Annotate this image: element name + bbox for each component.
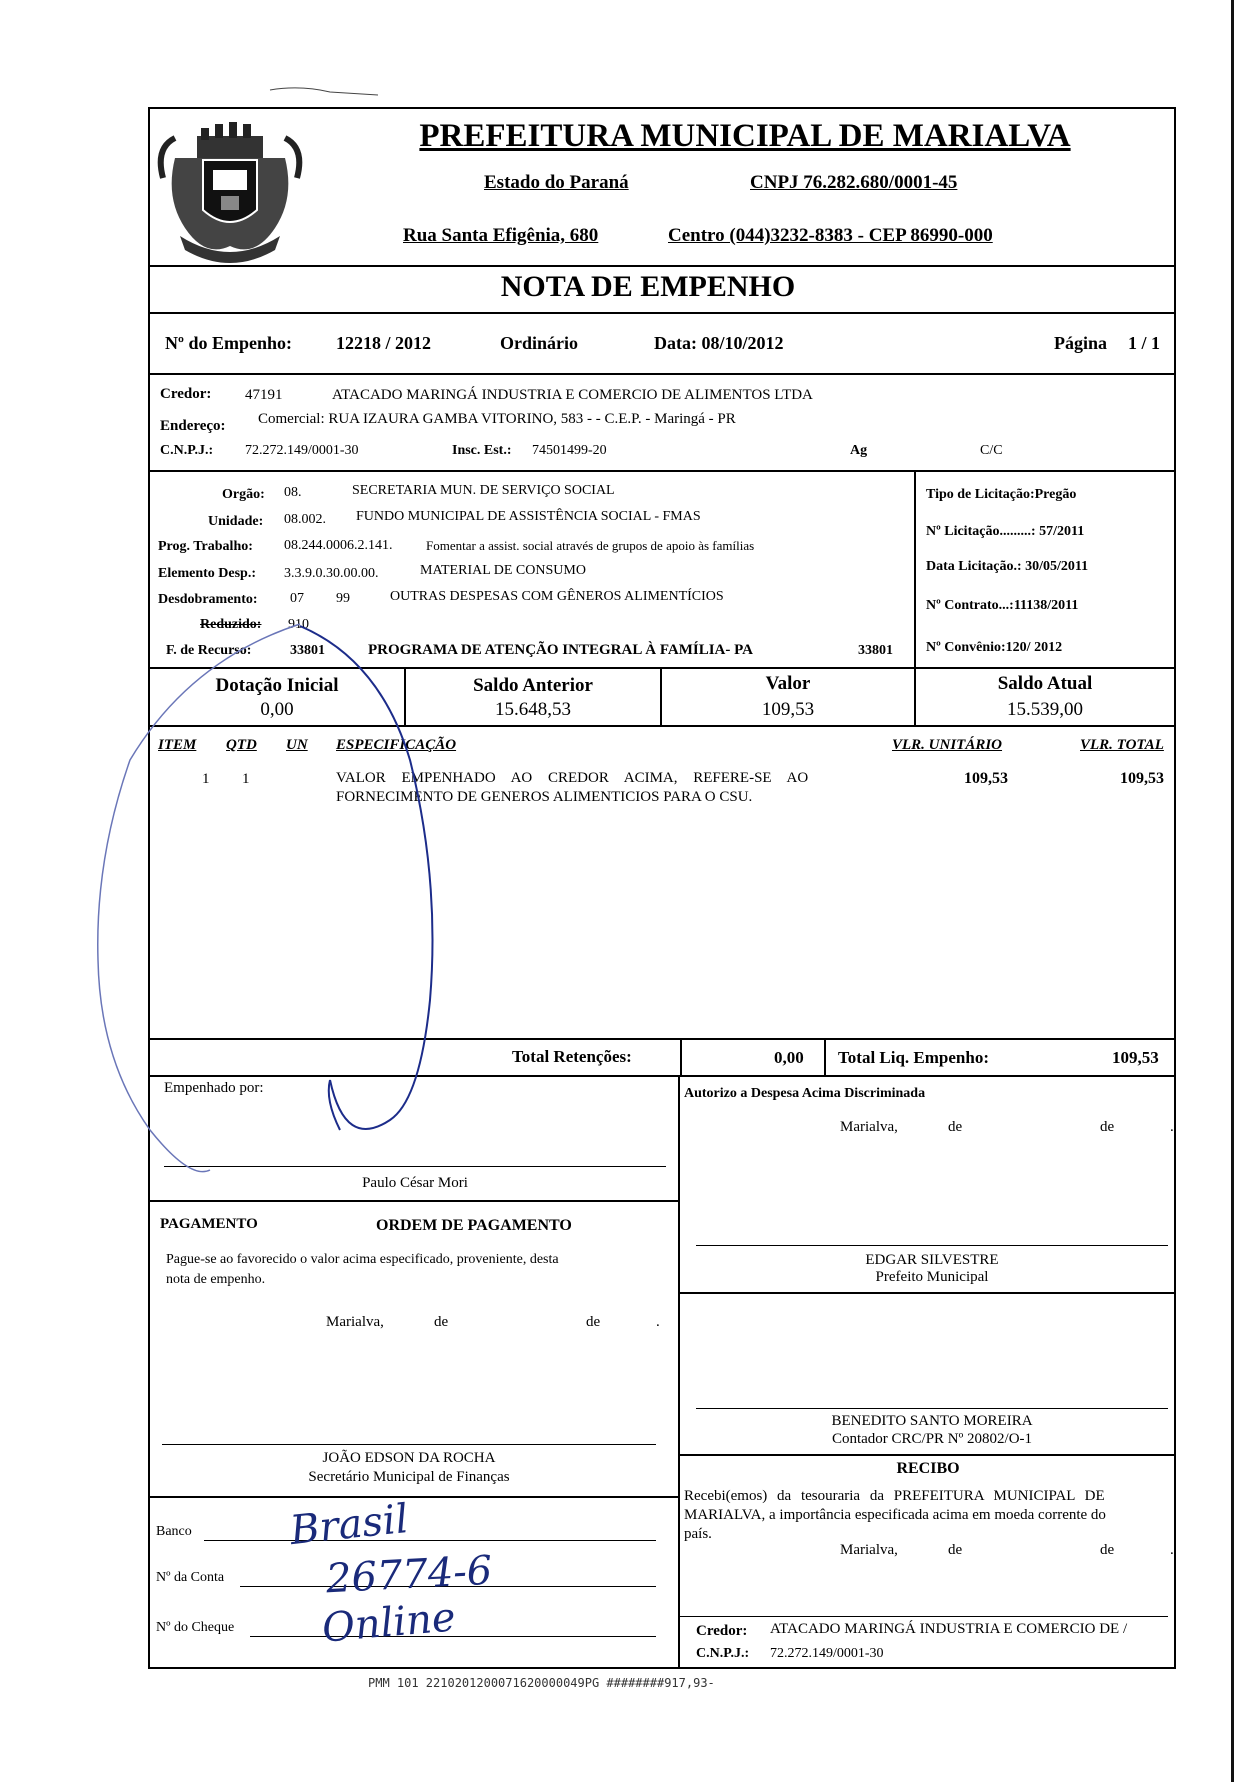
page-title: PREFEITURA MUNICIPAL DE MARIALVA: [419, 118, 1071, 154]
item-unit-value: 109,53: [964, 770, 1008, 787]
autorizo-de2: de: [1100, 1119, 1115, 1135]
recibo-credor-label: Credor:: [696, 1623, 748, 1639]
autorizo-place: Marialva,: [840, 1119, 898, 1135]
col-un: UN: [286, 737, 308, 753]
valor-value: 109,53: [761, 699, 815, 720]
fonte-code2: 33801: [858, 643, 893, 658]
elemento-label: Elemento Desp.:: [158, 566, 256, 581]
recibo-title: RECIBO: [896, 1460, 960, 1477]
cnpj-text: CNPJ 76.282.680/0001-45: [750, 172, 958, 193]
desdob-code2: 99: [336, 591, 350, 606]
cheque-label: Nº do Cheque: [156, 1620, 235, 1635]
empenho-number: 12218 / 2012: [336, 333, 432, 353]
liquido-label: Total Liq. Empenho:: [838, 1048, 989, 1067]
scan-edge: [1231, 0, 1234, 1782]
unidade-code: 08.002.: [284, 512, 326, 527]
contador-role: Contador CRC/PR Nº 20802/O-1: [831, 1431, 1033, 1447]
empenho-number-label: Nº do Empenho:: [165, 333, 292, 353]
state-text: Estado do Paraná: [484, 172, 629, 193]
endereco-value: Comercial: RUA IZAURA GAMBA VITORINO, 583 - - C.E.P. - Maringá - PR: [258, 411, 736, 427]
unidade-name: FUNDO MUNICIPAL DE ASSISTÊNCIA SOCIAL - FMAS: [356, 509, 701, 524]
cheque-handwritten: Online: [320, 1594, 458, 1652]
col-especificacao: ESPECIFICAÇÃO: [336, 737, 457, 753]
credor-label: Credor:: [160, 386, 212, 402]
autorizo-dot: .: [1170, 1119, 1174, 1135]
pagamento-label: PAGAMENTO: [160, 1216, 258, 1232]
conta-label: Nº da Conta: [156, 1570, 225, 1585]
retencoes-label: Total Retenções:: [512, 1047, 632, 1066]
endereco-label: Endereço:: [160, 418, 226, 434]
banco-handwritten: Brasil: [287, 1495, 411, 1555]
prog-code: 08.244.0006.2.141.: [284, 538, 393, 553]
licitacao-convenio: Nº Convênio:120/ 2012: [926, 640, 1063, 655]
prog-label: Prog. Trabalho:: [158, 539, 253, 554]
page-label: Página: [1054, 333, 1108, 353]
prefeito-role: Prefeito Municipal: [875, 1269, 989, 1285]
pagamento-de2: de: [586, 1314, 601, 1330]
fonte-name: PROGRAMA DE ATENÇÃO INTEGRAL À FAMÍLIA- PA: [368, 642, 754, 658]
coat-of-arms-logo: [155, 118, 305, 266]
licitacao-tipo: Tipo de Licitação:Pregão: [926, 487, 1077, 502]
address-text: Rua Santa Efigênia, 680: [403, 225, 599, 246]
item-desc-line2: FORNECIMENTO DE GENEROS ALIMENTICIOS PARA O CSU.: [336, 789, 753, 805]
orgao-code: 08.: [284, 485, 302, 500]
fonte-code: 33801: [290, 643, 325, 658]
empenho-type: Ordinário: [500, 333, 579, 353]
prog-name: Fomentar a assist. social através de grupos de apoio às famílias: [426, 538, 755, 553]
pagamento-text2: nota de empenho.: [166, 1272, 266, 1287]
col-item: ITEM: [158, 737, 197, 753]
fonte-label: F. de Recurso:: [166, 643, 252, 658]
recibo-cnpj-label: C.N.P.J.:: [696, 1646, 750, 1661]
recibo-dot: .: [1170, 1542, 1174, 1558]
orgao-label: Orgão:: [222, 487, 265, 502]
autorizo-de1: de: [948, 1119, 963, 1135]
banco-label: Banco: [156, 1524, 192, 1539]
licitacao-data: Data Licitação.: 30/05/2011: [926, 559, 1089, 574]
footer-code: PMM 101 2210201200071620000049PG ########917,93-: [368, 1676, 715, 1690]
insc-value: 74501499-20: [532, 443, 607, 458]
cnpj-value: 72.272.149/0001-30: [245, 443, 359, 458]
recibo-de1: de: [948, 1542, 963, 1558]
contador-name: BENEDITO SANTO MOREIRA: [831, 1413, 1033, 1429]
item-qtd: 1: [242, 771, 250, 787]
conta-handwritten: 26774-6: [324, 1547, 494, 1603]
dotacao-value: 0,00: [260, 699, 294, 720]
valor-label: Valor: [765, 673, 811, 694]
unidade-label: Unidade:: [208, 514, 264, 529]
desdob-code1: 07: [290, 591, 304, 606]
empenhado-label: Empenhado por:: [164, 1080, 264, 1096]
autorizo-label: Autorizo a Despesa Acima Discriminada: [684, 1086, 926, 1101]
item-number: 1: [202, 771, 210, 787]
secretario-name: JOÃO EDSON DA ROCHA: [322, 1450, 496, 1466]
pagamento-de1: de: [434, 1314, 449, 1330]
pagamento-place: Marialva,: [326, 1314, 384, 1330]
insc-label: Insc. Est.:: [452, 443, 512, 458]
saldo-anterior-label: Saldo Anterior: [473, 675, 593, 696]
item-total-value: 109,53: [1120, 770, 1164, 787]
item-desc-line1: VALOR EMPENHADO AO CREDOR ACIMA, REFERE-SE AO: [336, 770, 809, 786]
empenhado-name: Paulo César Mori: [362, 1175, 468, 1191]
licitacao-contrato: Nº Contrato...:11138/2011: [926, 598, 1079, 613]
empenho-date: Data: 08/10/2012: [654, 333, 784, 353]
reduzido-value: 910: [288, 617, 309, 632]
recibo-line3: país.: [684, 1526, 712, 1542]
col-qtd: QTD: [226, 737, 257, 753]
address2-text: Centro (044)3232-8383 - CEP 86990-000: [668, 225, 993, 246]
recibo-de2: de: [1100, 1542, 1115, 1558]
pagamento-dot: .: [656, 1314, 660, 1330]
reduzido-label: Reduzido:: [200, 617, 262, 632]
desdob-label: Desdobramento:: [158, 592, 258, 607]
desdob-name: OUTRAS DESPESAS COM GÊNEROS ALIMENTÍCIOS: [390, 589, 724, 604]
licitacao-numero: Nº Licitação.........: 57/2011: [926, 524, 1085, 539]
ordem-pagamento-label: ORDEM DE PAGAMENTO: [376, 1217, 572, 1234]
recibo-place: Marialva,: [840, 1542, 898, 1558]
col-vlr-unitario: VLR. UNITÁRIO: [892, 737, 1003, 753]
orgao-name: SECRETARIA MUN. DE SERVIÇO SOCIAL: [352, 483, 615, 498]
recibo-credor-name: ATACADO MARINGÁ INDUSTRIA E COMERCIO DE /: [770, 1621, 1128, 1637]
dotacao-label: Dotação Inicial: [215, 675, 339, 696]
document-title: NOTA DE EMPENHO: [500, 270, 796, 303]
recibo-cnpj-value: 72.272.149/0001-30: [770, 1646, 884, 1661]
liquido-value: 109,53: [1112, 1048, 1159, 1067]
page-number: 1 / 1: [1128, 333, 1161, 353]
prefeito-name: EDGAR SILVESTRE: [865, 1252, 999, 1268]
credor-code: 47191: [245, 387, 283, 403]
elemento-name: MATERIAL DE CONSUMO: [420, 563, 586, 578]
saldo-atual-label: Saldo Atual: [997, 673, 1093, 694]
cnpj-label: C.N.P.J.:: [160, 443, 214, 458]
credor-name: ATACADO MARINGÁ INDUSTRIA E COMERCIO DE ALIMENTOS LTDA: [332, 387, 813, 403]
ag-label: Ag: [850, 443, 868, 458]
recibo-line1: Recebi(emos) da tesouraria da PREFEITURA MUNICIPAL DE: [684, 1488, 1105, 1504]
saldo-anterior-value: 15.648,53: [495, 699, 571, 720]
col-vlr-total: VLR. TOTAL: [1080, 737, 1164, 753]
retencoes-value: 0,00: [774, 1048, 804, 1067]
cc-label: C/C: [980, 443, 1003, 458]
pagamento-text1: Pague-se ao favorecido o valor acima especificado, proveniente, desta: [166, 1252, 559, 1267]
recibo-line2: MARIALVA, a importância especificada acima em moeda corrente do: [684, 1507, 1106, 1523]
saldo-atual-value: 15.539,00: [1007, 699, 1083, 720]
elemento-code: 3.3.9.0.30.00.00.: [284, 566, 379, 581]
secretario-role: Secretário Municipal de Finanças: [308, 1469, 510, 1485]
